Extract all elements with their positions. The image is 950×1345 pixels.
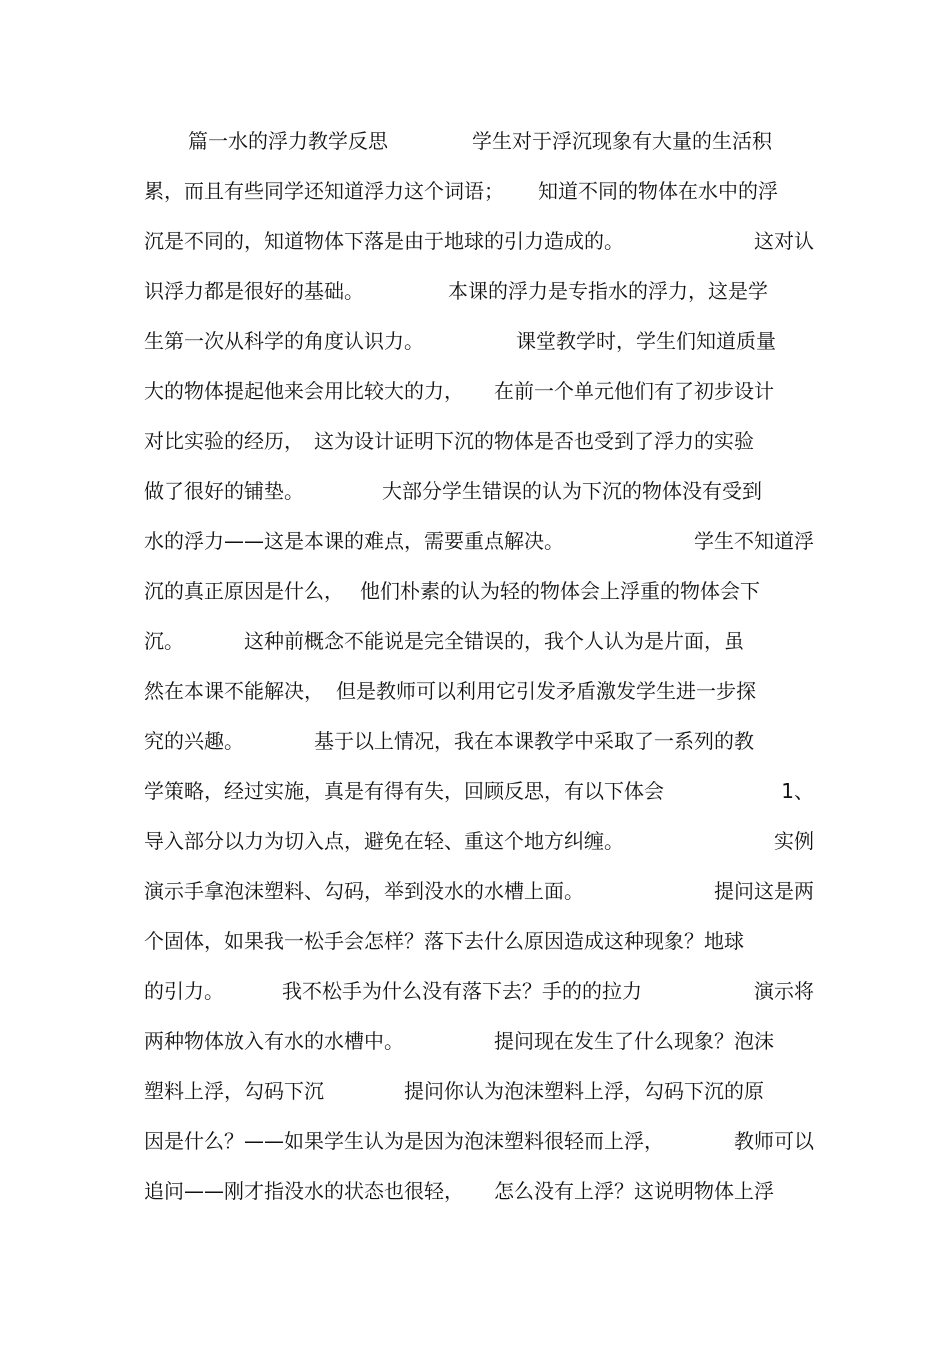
- text-segment: 大部分学生错误的认为下沉的物体没有受到: [382, 479, 762, 503]
- text-segment: 的引力。: [144, 979, 224, 1003]
- text-line: [144, 622, 814, 672]
- text-line: [144, 922, 814, 972]
- text-segment: 这为设计证明下沉的物体是否也受到了浮力的实验: [314, 429, 754, 453]
- text-line: [144, 822, 814, 872]
- text-line: [144, 872, 814, 922]
- text-segment: 个固体，如果我一松手会怎样？落下去什么原因造成这种现象？地球: [144, 929, 744, 953]
- text-line: [144, 222, 814, 272]
- text-segment: 提问你认为泡沫塑料上浮，勾码下沉的原: [404, 1079, 764, 1103]
- text-line: [144, 1072, 814, 1122]
- text-segment: 但是教师可以利用它引发矛盾激发学生进一步探: [336, 679, 756, 703]
- text-line: [144, 122, 814, 172]
- text-segment: 教师可以: [734, 1129, 814, 1153]
- text-line: [144, 972, 814, 1022]
- body-text: [144, 122, 814, 1222]
- text-line: [144, 772, 814, 822]
- text-line: [144, 472, 814, 522]
- text-segment: 学生对于浮沉现象有大量的生活积: [472, 129, 772, 153]
- text-line: [144, 172, 814, 222]
- text-line: [144, 522, 814, 572]
- text-segment: 生第一次从科学的角度认识力。: [144, 329, 424, 353]
- text-segment: 做了很好的铺垫。: [144, 479, 304, 503]
- text-line: [144, 1122, 814, 1172]
- text-segment: 本课的浮力是专指水的浮力，这是学: [448, 279, 768, 303]
- text-segment: 实例: [774, 829, 814, 853]
- text-segment: 学生不知道浮: [694, 529, 814, 553]
- text-line: [144, 572, 814, 622]
- text-segment: 追问——刚才指没水的状态也很轻，: [144, 1179, 464, 1203]
- text-line: [144, 1172, 814, 1222]
- text-segment: 提问这是两: [714, 879, 814, 903]
- text-line: [144, 672, 814, 722]
- text-segment: 然在本课不能解决，: [144, 679, 324, 703]
- text-segment: 在前一个单元他们有了初步设计: [494, 379, 774, 403]
- text-segment: 基于以上情况，我在本课教学中采取了一系列的教: [314, 729, 754, 753]
- text-segment: 塑料上浮，勾码下沉: [144, 1079, 324, 1103]
- text-line: [144, 272, 814, 322]
- text-segment: 演示手拿泡沫塑料、勾码，举到没水的水槽上面。: [144, 879, 584, 903]
- text-segment: 演示将: [754, 979, 814, 1003]
- text-segment: 对比实验的经历，: [144, 429, 304, 453]
- text-line: [144, 422, 814, 472]
- text-segment: 因是什么？——如果学生认为是因为泡沫塑料很轻而上浮，: [144, 1129, 664, 1153]
- text-segment: 沉是不同的，知道物体下落是由于地球的引力造成的。: [144, 229, 624, 253]
- text-segment: 这对认: [754, 229, 814, 253]
- text-segment: 1、: [781, 779, 814, 803]
- text-segment: 我不松手为什么没有落下去？手的的拉力: [282, 979, 642, 1003]
- text-line: [144, 1022, 814, 1072]
- text-segment: 大的物体提起他来会用比较大的力，: [144, 379, 464, 403]
- text-segment: 课堂教学时，学生们知道质量: [516, 329, 776, 353]
- text-segment: 沉。: [144, 629, 184, 653]
- text-segment: 沉的真正原因是什么，: [144, 579, 344, 603]
- text-segment: 篇一水的浮力教学反思: [188, 129, 388, 153]
- text-segment: 知道不同的物体在水中的浮: [538, 179, 778, 203]
- text-segment: 怎么没有上浮？这说明物体上浮: [494, 1179, 774, 1203]
- text-segment: 提问现在发生了什么现象？泡沫: [494, 1029, 774, 1053]
- text-segment: 水的浮力——这是本课的难点，需要重点解决。: [144, 529, 564, 553]
- text-segment: 这种前概念不能说是完全错误的，我个人认为是片面，虽: [244, 629, 744, 653]
- text-segment: 学策略，经过实施，真是有得有失，回顾反思，有以下体会: [144, 779, 664, 803]
- text-line: [144, 722, 814, 772]
- text-segment: 两种物体放入有水的水槽中。: [144, 1029, 404, 1053]
- text-segment: 识浮力都是很好的基础。: [144, 279, 364, 303]
- text-segment: 他们朴素的认为轻的物体会上浮重的物体会下: [360, 579, 760, 603]
- text-line: [144, 322, 814, 372]
- text-segment: 导入部分以力为切入点，避免在轻、重这个地方纠缠。: [144, 829, 624, 853]
- text-line: [144, 372, 814, 422]
- text-segment: 累，而且有些同学还知道浮力这个词语；: [144, 179, 504, 203]
- text-segment: 究的兴趣。: [144, 729, 244, 753]
